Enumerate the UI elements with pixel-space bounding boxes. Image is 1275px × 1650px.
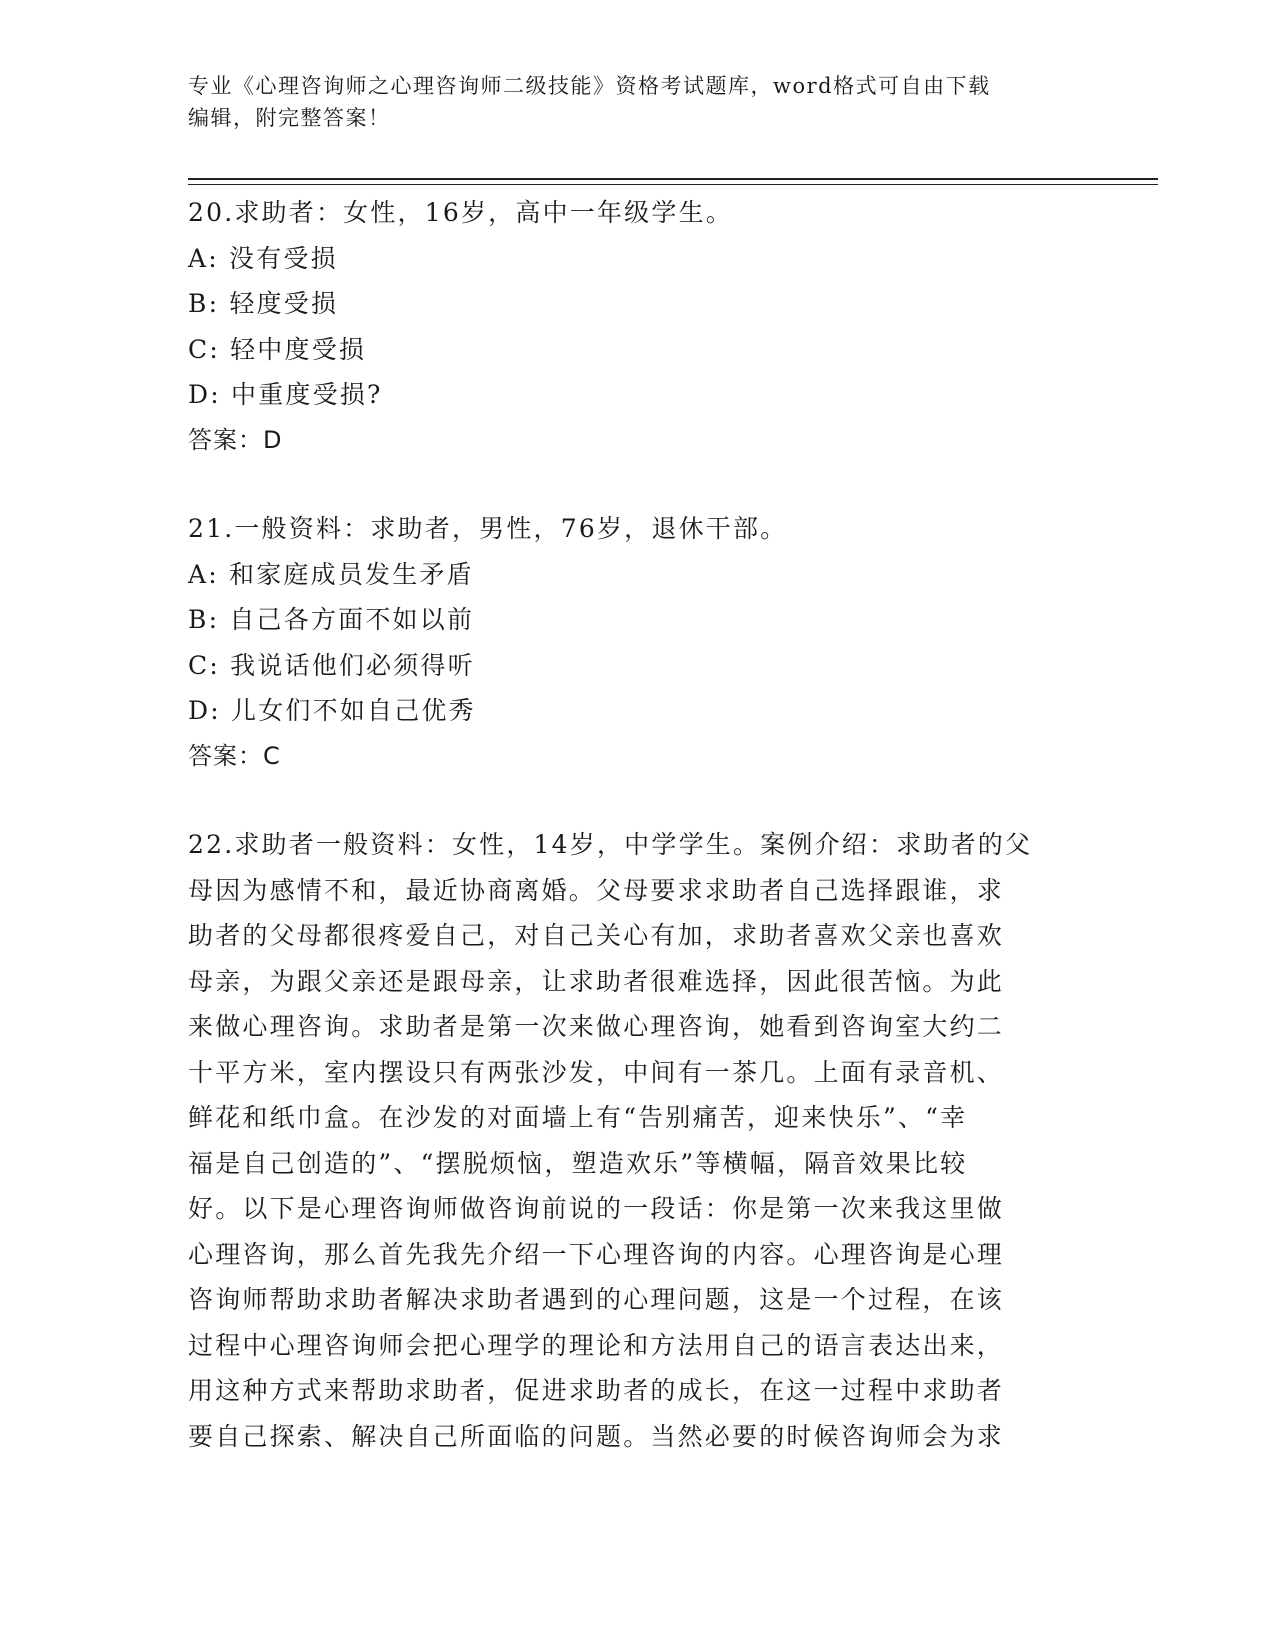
header-line-1: 专业《心理咨询师之心理咨询师二级技能》资格考试题库，word格式可自由下载 [188, 74, 991, 98]
option-b: B: 轻度受损 [188, 289, 339, 318]
paragraph-line: 助者的父母都很疼爱自己，对自己关心有加，求助者喜欢父亲也喜欢 [188, 921, 1005, 950]
paragraph-line: 来做心理咨询。求助者是第一次来做心理咨询，她看到咨询室大约二 [188, 1012, 1005, 1041]
answer: 答案：C [188, 741, 281, 770]
question-21 [188, 506, 1078, 779]
paragraph-line: 要自己探索、解决自己所面临的问题。当然必要的时候咨询师会为求 [188, 1421, 1005, 1451]
option-a: A: 和家庭成员发生矛盾 [188, 559, 474, 589]
header-divider-thin [188, 184, 1158, 185]
option-d: D: 儿女们不如自己优秀 [188, 696, 476, 725]
option-d: D: 中重度受损? [188, 380, 383, 409]
question-stem: 20.求助者：女性，16岁，高中一年级学生。 [188, 198, 733, 227]
paragraph-line: 十平方米，室内摆设只有两张沙发，中间有一茶几。上面有录音机、 [188, 1057, 1005, 1087]
option-a: A: 没有受损 [188, 243, 338, 273]
paragraph-line: 心理咨询，那么首先我先介绍一下心理咨询的内容。心理咨询是心理 [188, 1239, 1005, 1269]
answer: 答案：D [188, 425, 283, 454]
header-line-2: 编辑，附完整答案！ [188, 106, 391, 130]
paragraph-line: 母亲，为跟父亲还是跟母亲，让求助者很难选择，因此很苦恼。为此 [188, 966, 1005, 996]
question-list [188, 190, 1078, 1502]
header-divider-thick [188, 178, 1158, 180]
paragraph-line: 鲜花和纸巾盒。在沙发的对面墙上有“告别痛苦，迎来快乐”、“幸 [188, 1103, 968, 1132]
question-22 [188, 822, 1078, 1459]
paragraph-line: 咨询师帮助求助者解决求助者遇到的心理问题，这是一个过程，在该 [188, 1285, 1005, 1314]
question-stem: 21.一般资料：求助者，男性，76岁，退休干部。 [188, 514, 788, 543]
option-b: B: 自己各方面不如以前 [188, 605, 475, 634]
paragraph-line: 用这种方式来帮助求助者，促进求助者的成长，在这一过程中求助者 [188, 1376, 1005, 1405]
paragraph-line: 好。以下是心理咨询师做咨询前说的一段话：你是第一次来我这里做 [188, 1194, 1005, 1223]
document-header [188, 70, 1068, 134]
paragraph-line: 22.求助者一般资料：女性，14岁，中学学生。案例介绍：求助者的父 [188, 830, 1033, 859]
paragraph-line: 母因为感情不和，最近协商离婚。父母要求求助者自己选择跟谁，求 [188, 875, 1005, 905]
question-20 [188, 190, 1078, 463]
paragraph-line: 福是自己创造的”、“摆脱烦恼，塑造欢乐”等横幅，隔音效果比较 [188, 1148, 968, 1178]
paragraph-line: 过程中心理咨询师会把心理学的理论和方法用自己的语言表达出来， [188, 1330, 1005, 1360]
option-c: C: 轻中度受损 [188, 334, 367, 364]
option-c: C: 我说话他们必须得听 [188, 650, 475, 680]
